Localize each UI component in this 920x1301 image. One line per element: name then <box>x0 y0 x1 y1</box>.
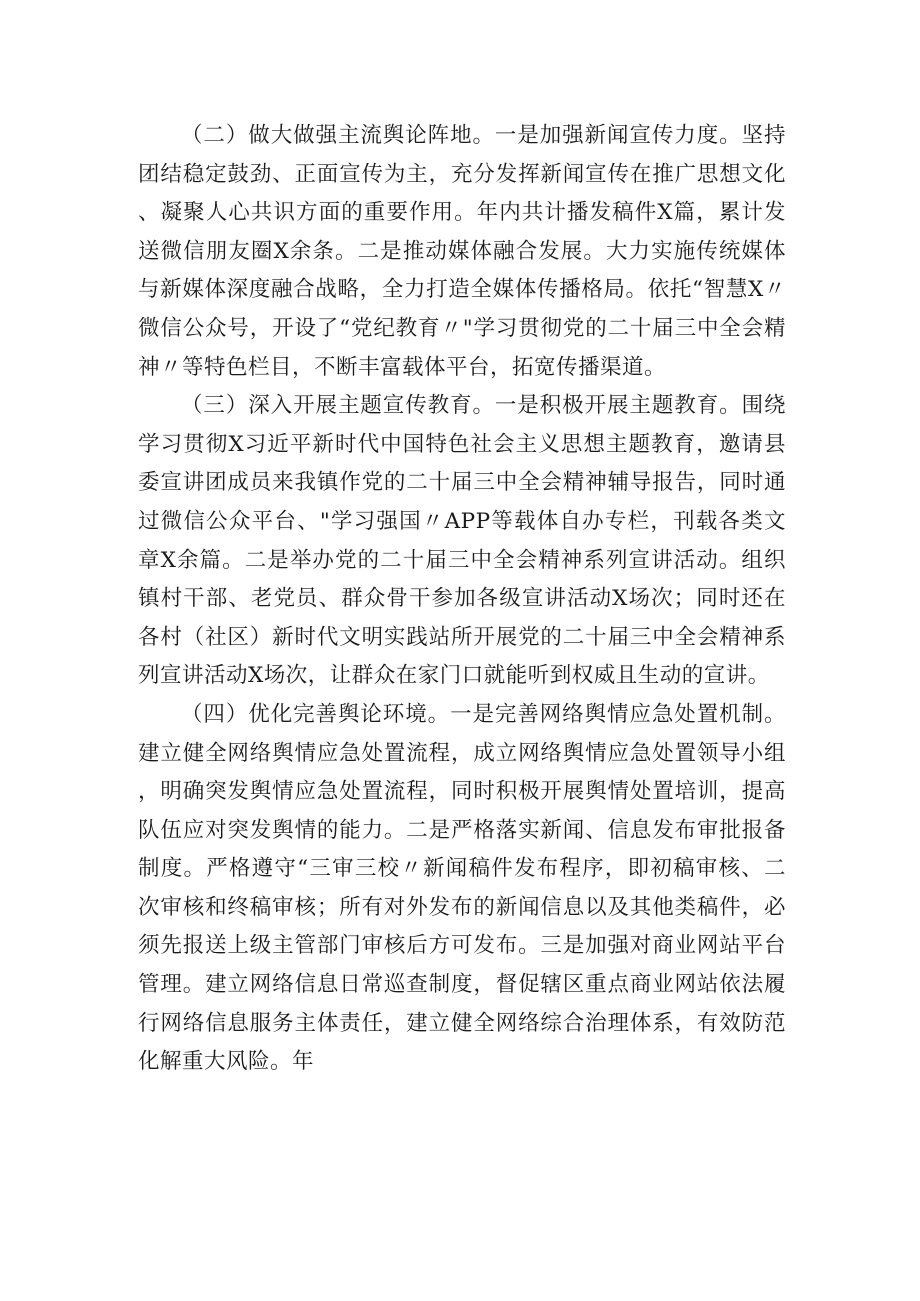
paragraph-4: （四）优化完善舆论环境。一是完善网络舆情应急处置机制。建立健全网络舆情应急处置流程，成立网络舆情应急处置领导小组，明确突发舆情应急处置流程，同时积极开展舆情处置培训，提高队伍应对突发舆情的能力。二是严格落实新闻、信息发布审批报备制度。严格遵守“三审三校〃新闻稿件发布程序，即初稿审核、二次审核和终稿审核；所有对外发布的新闻信息以及其他类稿件，必须先报送上级主管部门审核后方可发布。三是加强对商业网站平台管理。建立网络信息日常巡查制度，督促辖区重点商业网站依法履行网络信息服务主体责任，建立健全网络综合治理体系，有效防范化解重大风险。年 <box>138 701 786 1075</box>
document-body <box>138 117 786 1082</box>
paragraph-3: （三）深入开展主题宣传教育。一是积极开展主题教育。围绕学习贯彻X习近平新时代中国特色社会主义思想主题教育，邀请县委宣讲团成员来我镇作党的二十届三中全会精神辅导报告，同时通过微信公众平台、"学习强国〃APP等载体自办专栏，刊载各类文章X余篇。二是举办党的二十届三中全会精神系列宣讲活动。组织镇村干部、老党员、群众骨干参加各级宣讲活动X场次；同时还在各村（社区）新时代文明实践站所开展党的二十届三中全会精神系列宣讲活动X场次，让群众在家门口就能听到权威且生动的宣讲。 <box>138 393 786 689</box>
paragraph-2: （二）做大做强主流舆论阵地。一是加强新闻宣传力度。坚持团结稳定鼓劲、正面宣传为主，充分发挥新闻宣传在推广思想文化、凝聚人心共识方面的重要作用。年内共计播发稿件X篇，累计发送微信朋友圈X余条。二是推动媒体融合发展。大力实施传统媒体与新媒体深度融合战略，全力打造全媒体传播格局。依托“智慧X〃微信公众号，开设了“党纪教育〃"学习贯彻党的二十届三中全会精神〃等特色栏目，不断丰富载体平台，拓宽传播渠道。 <box>138 123 786 380</box>
